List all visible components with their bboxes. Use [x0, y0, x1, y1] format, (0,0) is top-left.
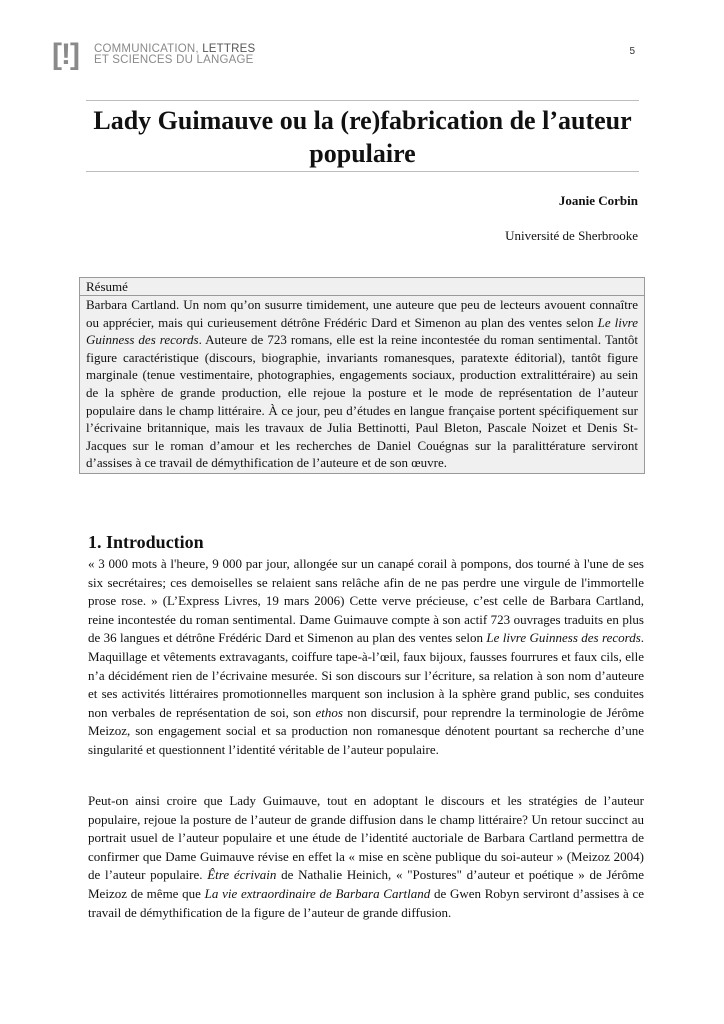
abstract-book-title: Le livre Guinness des records — [86, 314, 638, 348]
term-ethos: ethos — [315, 704, 343, 720]
book-title-guinness: Le livre Guinness des records — [486, 630, 641, 646]
author-name: Joanie Corbin — [558, 193, 638, 208]
journal-name-line2: ET SCIENCES DU LANGAGE — [94, 54, 254, 66]
book-title-vie-extraordinaire: La vie extraordinaire de Barbara Cartland — [204, 885, 431, 901]
title-bottom-rule — [86, 171, 639, 172]
page-number: 5 — [629, 46, 635, 57]
abstract-box — [79, 277, 645, 474]
journal-logo — [52, 40, 282, 74]
author-affiliation: Université de Sherbrooke — [505, 228, 638, 243]
book-title-etre-ecrivain: Être écrivain — [207, 867, 277, 883]
title-top-rule — [86, 100, 639, 101]
abstract-text: Barbara Cartland. Un nom qu’on susurre timidement, une auteure que peu de lecteurs avouent connaître ou apprécier, mais qui curieusement détrône Frédéric Dard et Simenon au plan des ventes selon Le livre Guinness des records. Auteure de 723 romans, elle est la reine incontestée du roman sentimental. Tantôt figure caractéristique (discours, biographie, invariants romanesques, paratexte éditorial), tantôt figure marginale (tenue vestimentaire, photographies, engagements sociaux, production extralittéraire) au sein de la sphère de grande production, elle rejoue la posture et le mode de représentation de l’auteur populaire dans le champ littéraire. À ce jour, peu d’études en langue française portent spécifiquement sur l’écrivaine britannique, mais les travaux de Julia Bettinotti, Paul Bleton, Pascale Noizet et Denis St-Jacques sur le roman d’amour et les recherches de Daniel Couégnas sur la paralittérature serviront d’assises à ce travail de démythification de l’auteure et de son œuvre. — [86, 297, 638, 471]
journal-name-line1: COMMUNICATION, LETTRES — [94, 43, 256, 55]
intro-paragraph-2: Peut-on ainsi croire que Lady Guimauve, tout en adoptant le discours et les stratégies de l’auteur populaire, rejoue la posture de l’auteur de grande diffusion dans le champ littéraire? Un retour succinct au portrait usuel de l’auteur populaire et une étude de l’identité auctoriale de Barbara Cartland permettra de confirmer que Dame Guimauve révise en effet la « mise en scène publique du soi-auteur » (Meizoz 2004) de l’auteur populaire. Être écrivain de Nathalie Heinich, « "Postures" d’auteur et poétique » de Jérôme Meizoz de même que La vie extraordinaire de Barbara Cartland de Gwen Robyn serviront d’assises à ce travail de démythification de la figure de l’auteur de grande diffusion. — [88, 793, 644, 920]
article-title: Lady Guimauve ou la (re)fabrication de l’auteur populaire — [93, 106, 632, 168]
intro-paragraph-1: « 3 000 mots à l'heure, 9 000 par jour, allongée sur un canapé corail à pompons, dos tourné à l'une de ses six secrétaires; ces demoiselles se relaient sans relâche afin de ne pas perdre une virgule de l'immortelle prose rose. » (L’Express Livres, 19 mars 2006) Cette verve précieuse, c’est celle de Barbara Cartland, reine incontestée du roman sentimental. Dame Guimauve compte à son actif 723 ouvrages traduits en plus de 36 langues et détrône Frédéric Dard et Simenon au plan des ventes selon Le livre Guinness des records. Maquillage et vêtements extravagants, coiffure tape-à-l’œil, faux bijoux, fausses fourrures et faux cils, elle n’a décidément rien de l’écrivaine mesurée. Si son discours sur l’écriture, sa relation à son nom d’auteure et ses activités littéraires promotionnelles marquent son inclusion à la sphère grand public, ses conduites non verbales de représentation de soi, son ethos non discursif, pour reprendre la terminologie de Jérôme Meizoz, son engagement social et sa production non romanesque dénotent pourtant sa recherche d’une singularité et questionnent l’identité véritable de l’auteur populaire. — [88, 556, 645, 757]
section-heading-introduction: 1. Introduction — [88, 532, 204, 552]
logo-bracket-icon: [!] — [52, 38, 79, 71]
abstract-heading: Résumé — [80, 278, 644, 296]
journal-name — [94, 44, 255, 66]
